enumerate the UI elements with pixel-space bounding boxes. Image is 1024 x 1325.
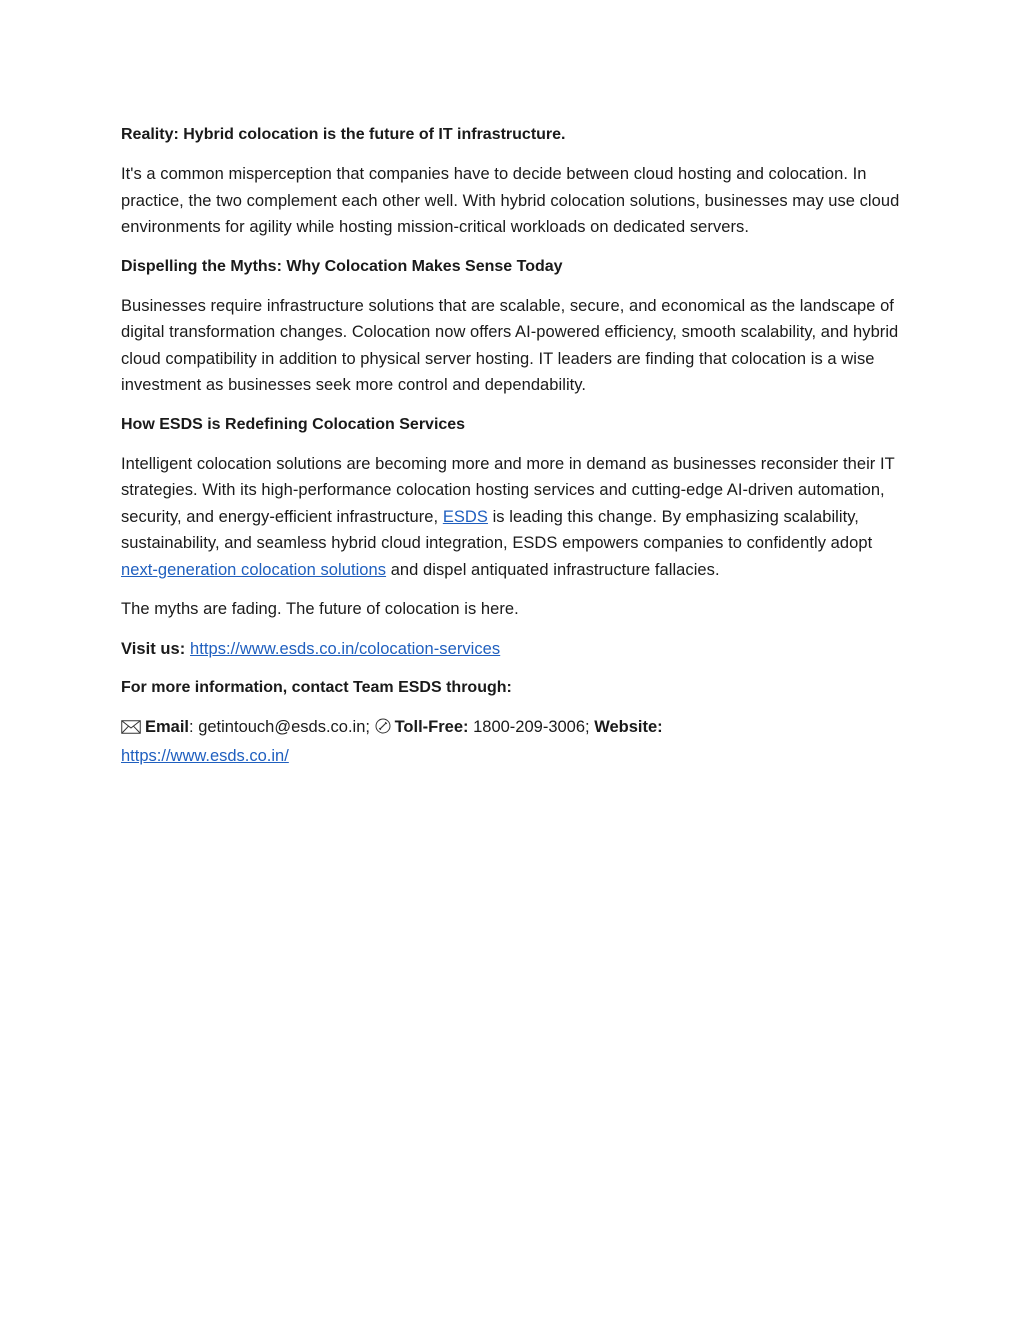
section-heading-reality: Reality: Hybrid colocation is the future of IT infrastructure. <box>121 126 566 143</box>
esds-link[interactable]: ESDS <box>442 507 488 526</box>
section-body-dispelling-myths: Businesses require infrastructure solutions that are scalable, secure, and economical as the landscape of digital transformation changes. Colocation now offers AI-powered efficiency, smooth scalability, and hybrid cloud compatibility in addition to physical server hosting. IT leaders are finding that colocation is a wise investment as businesses seek more control and dependability. <box>121 296 899 394</box>
visit-us-line <box>121 636 911 663</box>
section-heading-dispelling-myths: Dispelling the Myths: Why Colocation Makes Sense Today <box>121 257 563 275</box>
website-link[interactable]: https://www.esds.co.in/ <box>121 747 289 765</box>
section-body-reality: It's a common misperception that companies have to decide between cloud hosting and colocation. In practice, the two complement each other well. With hybrid colocation solutions, businesses may use cloud environments for agility while hosting mission-critical workloads on dedicated servers. <box>121 165 900 236</box>
contact-heading: For more information, contact Team ESDS through: <box>121 679 512 696</box>
document-page <box>121 122 911 770</box>
body-text-part3: and dispel antiquated infrastructure fallacies. <box>386 560 720 579</box>
section-heading-esds-redefining: How ESDS is Redefining Colocation Services <box>121 415 466 433</box>
body-text-part1: Intelligent colocation solutions are becoming more and more in demand as businesses reconsider their IT strategies. With its high-performance colocation hosting services and cutting-edge AI-driven automation, security, and energy-efficient infrastructure, <box>121 454 895 526</box>
email-label: Email <box>145 718 190 736</box>
contact-line <box>121 714 911 770</box>
email-value: : getintouch@esds.co.in; <box>189 718 375 736</box>
envelope-icon <box>121 716 141 743</box>
website-label: Website: <box>594 718 663 736</box>
closing-statement: The myths are fading. The future of colocation is here. <box>121 600 519 618</box>
colocation-services-link[interactable]: https://www.esds.co.in/colocation-services <box>189 639 501 658</box>
visit-us-label: Visit us: <box>121 639 186 658</box>
phone-icon <box>375 716 391 743</box>
body-text-part2: is leading this change. By emphasizing scalability, sustainability, and seamless hybrid cloud integration, ESDS empowers companies to confidently adopt <box>121 507 873 552</box>
toll-free-label: Toll-Free: <box>394 718 469 736</box>
toll-free-value: 1800-209-3006; <box>468 718 595 736</box>
section-body-esds-redefining <box>121 451 911 584</box>
next-generation-colocation-link[interactable]: next-generation colocation solutions <box>121 560 387 579</box>
